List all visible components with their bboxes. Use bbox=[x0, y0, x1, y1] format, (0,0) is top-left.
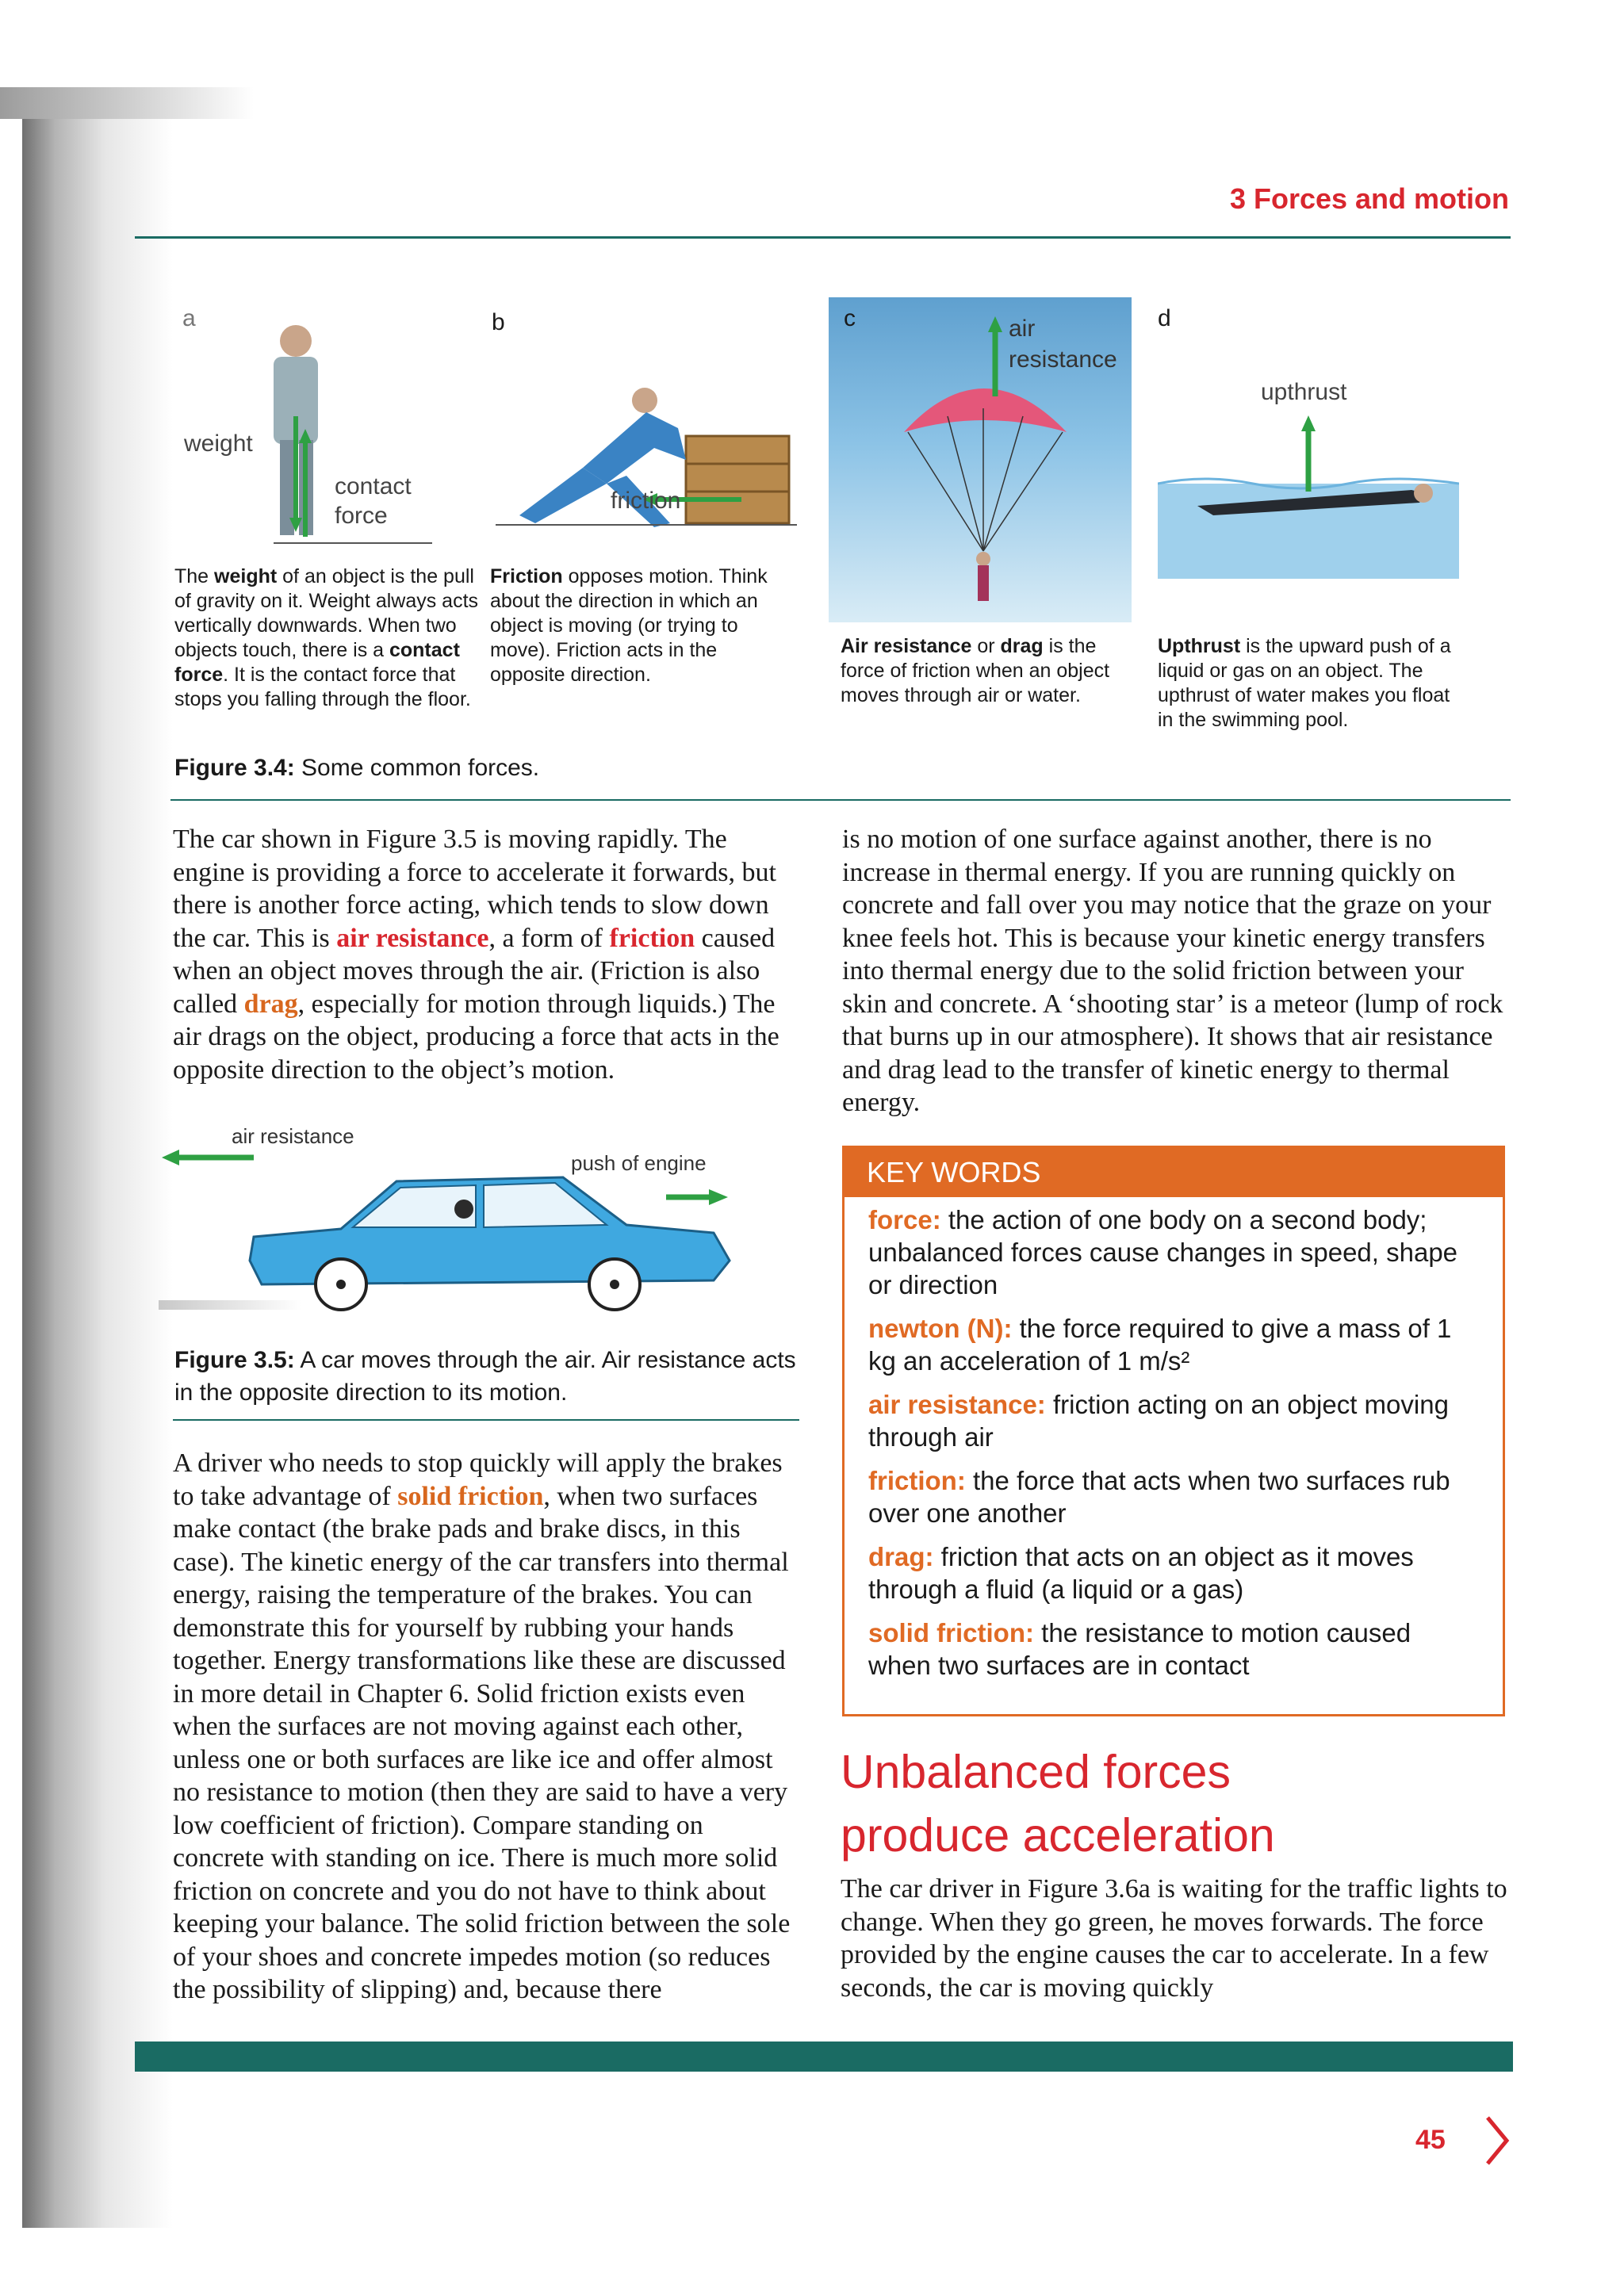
scan-edge-top bbox=[0, 87, 254, 119]
car-motion-streak bbox=[159, 1300, 301, 1310]
panel-b-caption: Friction opposes motion. Think about the direction in which an object is moving (or trying to move). Friction acts in the opposite direction. bbox=[490, 565, 768, 686]
key-words-title: KEY WORDS bbox=[845, 1148, 1503, 1197]
section-heading: Unbalanced forces produce acceleration bbox=[841, 1746, 1275, 1862]
car-illustration bbox=[159, 1142, 793, 1324]
paragraph-car-air-resistance: The car shown in Figure 3.5 is moving rapidly. The engine is providing a force to accelerate it forwards, but there is another force acting, which tends to slow down the car. This is air resistance, a form of friction caused when an object moves through the air. (Friction is also called drag, especially for motion through liquids.) The air drags on the object, producing a force that acts in the opposite direction to the object’s motion. bbox=[173, 825, 779, 1085]
person-pushing-crate-illustration bbox=[488, 373, 805, 547]
label-upthrust: upthrust bbox=[1261, 379, 1347, 405]
key-word-item: solid friction: the resistance to motion caused when two surfaces are in contact bbox=[868, 1618, 1411, 1680]
figure-3-5-rule bbox=[173, 1419, 799, 1421]
key-words-list bbox=[845, 1197, 1503, 1699]
figure-3-4-caption: Figure 3.4: Some common forces. bbox=[174, 755, 540, 781]
label-friction: friction bbox=[611, 488, 681, 514]
label-air-resistance: air resistance bbox=[232, 1124, 354, 1148]
scan-gutter-shadow bbox=[22, 87, 173, 2228]
panel-c-caption: Air resistance or drag is the force of friction when an object moves through air or water. bbox=[841, 635, 1110, 706]
header-rule bbox=[135, 236, 1511, 239]
label-resistance: resistance bbox=[1009, 346, 1117, 373]
key-words-box bbox=[842, 1146, 1505, 1716]
panel-a-letter: a bbox=[182, 305, 196, 331]
figure-3-5-caption: Figure 3.5: A car moves through the air. Air resistance acts in the opposite direction to its motion. bbox=[174, 1347, 796, 1406]
key-word-item: force: the action of one body on a second body; unbalanced forces cause changes in speed, shape or direction bbox=[868, 1205, 1458, 1299]
paragraph-unbalanced-forces: The car driver in Figure 3.6a is waiting for the traffic lights to change. When they go green, he moves forwards. The force provided by the engine causes the car to accelerate. In a few seconds, the car is moving quickly bbox=[841, 1874, 1507, 2003]
key-word-item: friction: the force that acts when two surfaces rub over one another bbox=[868, 1466, 1450, 1528]
label-air: air bbox=[1009, 316, 1036, 342]
chapter-title: 3 Forces and motion bbox=[1229, 182, 1509, 215]
panel-b-letter: b bbox=[492, 309, 505, 335]
chevron-right-icon[interactable] bbox=[1481, 2113, 1513, 2168]
key-word-item: air resistance: friction acting on an object moving through air bbox=[868, 1390, 1449, 1452]
panel-c-letter: c bbox=[844, 305, 856, 331]
page-number: 45 bbox=[1415, 2125, 1446, 2155]
label-force: force bbox=[335, 503, 388, 529]
panel-d-caption: Upthrust is the upward push of a liquid or gas on an object. The upthrust of water makes you float in the swimming pool. bbox=[1158, 635, 1451, 731]
paragraph-thermal-energy: is no motion of one surface against another, there is no increase in thermal energy. If you are running quickly on concrete and fall over you may notice that the graze on your knee feels hot. This is because your kinetic energy transfers into thermal energy due to the solid friction between your skin and concrete. A ‘shooting star’ is a meteor (lump of rock that burns up in our atmosphere). It shows that air resistance and drag lead to the transfer of kinetic energy to thermal energy. bbox=[842, 825, 1503, 1117]
key-word-item: newton (N): the force required to give a mass of 1 kg an acceleration of 1 m/s² bbox=[868, 1314, 1452, 1376]
label-push-of-engine: push of engine bbox=[571, 1151, 707, 1175]
label-contact: contact bbox=[335, 473, 412, 499]
figure-rule bbox=[170, 799, 1511, 801]
footer-bar bbox=[135, 2042, 1513, 2072]
label-weight: weight bbox=[184, 430, 253, 457]
swimmer-illustration bbox=[1158, 404, 1459, 579]
paragraph-solid-friction: A driver who needs to stop quickly will apply the brakes to take advantage of solid friction, when two surfaces make contact (the brake pads and brake discs, in this case). The kinetic energy of the car transfers into thermal energy, raising the temperature of the brakes. You can demonstrate this for yourself by rubbing your hands together. Energy transformations like these are discussed in more detail in Chapter 6. Solid friction exists even when the surfaces are not moving against each other, unless one or both surfaces are like ice and offer almost no resistance to motion (then they are said to have a very low coefficient of friction). Compare standing on concrete with standing on ice. There is much more solid friction on concrete and you do not have to think about keeping your balance. The solid friction between the sole of your shoes and concrete impedes motion (so reduces the possibility of slipping) and, because there bbox=[173, 1448, 791, 2004]
panel-d-letter: d bbox=[1158, 305, 1171, 331]
panel-a-caption: The weight of an object is the pull of gravity on it. Weight always acts vertically downwards. When two objects touch, there is a contact force. It is the contact force that stops you falling through the floor. bbox=[174, 565, 479, 710]
key-word-item: drag: friction that acts on an object as it moves through a fluid (a liquid or a gas) bbox=[868, 1542, 1414, 1604]
